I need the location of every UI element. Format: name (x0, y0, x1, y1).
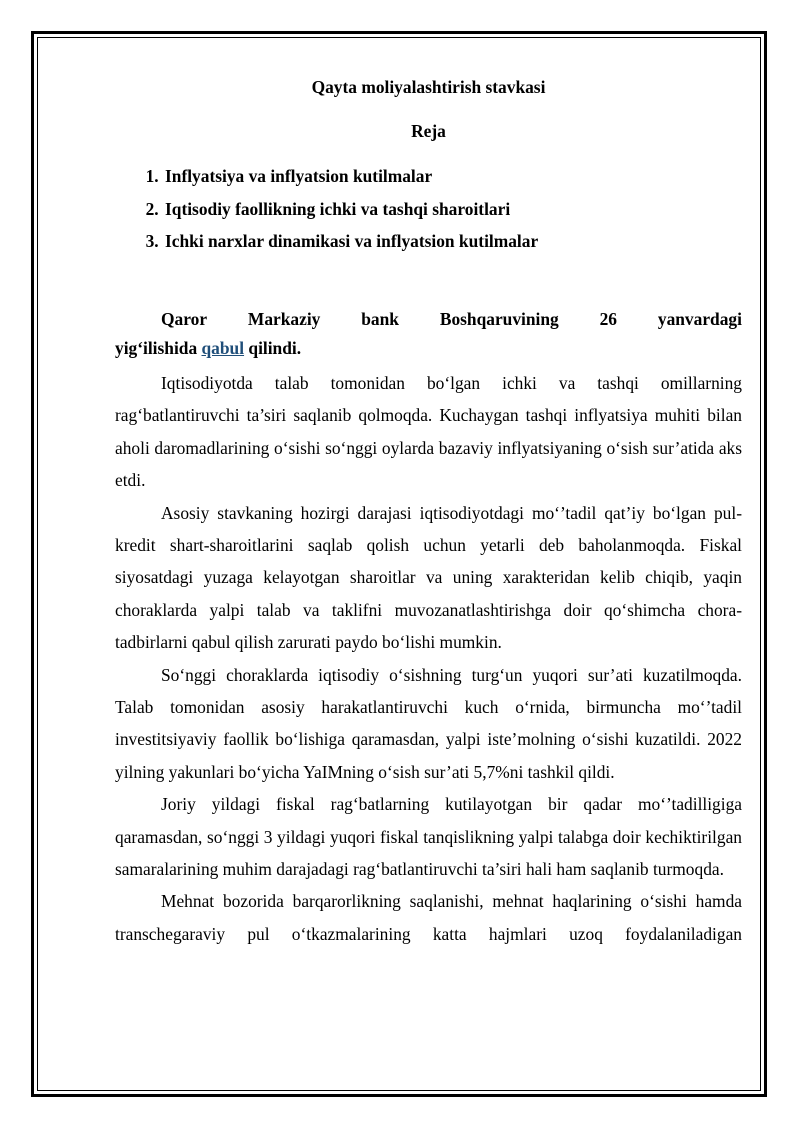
plan-item: 2. Iqtisodiy faollikning ichki va tashqi sharoitlari (163, 193, 742, 226)
body-paragraph-4: Joriy yildagi fiskal rag‘batlarning kutilayotgan bir qadar mo‘’tadilligiga qaramasdan, so‘nggi 3 yildagi yuqori fiskal tanqislikning yalpi talabga doir kechiktirilgan samaralarining muhim darajadagi rag‘batlantiruvchi ta’siri hali ham saqlanib turmoqda. (115, 794, 742, 879)
document-title: Qayta moliyalashtirish stavkasi (311, 77, 546, 97)
lead-word: bank (361, 308, 399, 329)
lead-line-2 (115, 335, 742, 361)
body-paragraph-2: Asosiy stavkaning hozirgi darajasi iqtisodiyotdagi mo‘’tadil qat’iy bo‘lgan pul-kredit shart-sharoitlarini saqlab qolish uchun yetarli deb baholanmoqda. Fiskal siyosatdagi yuzaga kelayotgan sharoitlar va uning xarakteridan kelib chiqib, yaqin choraklarda yalpi talab va taklifni muvozanatlashtirishga doir qo‘shimcha chora-tadbirlarni qabul qilish zarurati paydo bo‘lishi mumkin. (115, 502, 742, 653)
body-paragraph-3: So‘nggi choraklarda iqtisodiy o‘sishning turg‘un yuqori sur’ati kuzatilmoqda. Talab tomonidan asosiy harakatlantiruvchi kuch o‘rnida, birmuncha mo‘’tadil investitsiyaviy faollik bo‘lishiga qaramasdan, yalpi iste’molning o‘sishi kuzatildi. 2022 yilning yakunlari bo‘yicha YaIMning o‘sish sur’ati 5,7%ni tashkil qildi. (115, 664, 742, 782)
plan-item: 1. Inflyatsiya va inflyatsion kutilmalar (163, 160, 742, 193)
body-paragraph-1: Iqtisodiyotda talab tomonidan bo‘lgan ichki va tashqi omillarning rag‘batlantiruvchi ta’siri saqlanib qolmoqda. Kuchaygan tashqi inflyatsiya muhiti bilan aholi daromadlarining o‘sishi so‘nggi oylarda bazaviy inflyatsiyaning o‘sish sur’atida aks etdi. (115, 372, 742, 491)
lead-word: Markaziy (247, 308, 321, 329)
lead-word: 26 (599, 308, 617, 329)
lead-line-1 (115, 303, 742, 335)
lead-word: yanvardagi (657, 308, 742, 329)
lead-suffix: qilindi. (244, 337, 302, 358)
lead-prefix: yig‘ilishida (115, 337, 202, 358)
qabul-link[interactable]: qabul (201, 337, 245, 358)
plan-item: 3. Ichki narxlar dinamikasi va inflyatsion kutilmalar (163, 225, 742, 258)
body-paragraph-5: Mehnat bozorida barqarorlikning saqlanishi, mehnat haqlarining o‘sishi hamda transchegaraviy pul o‘tkazmalarining katta hajmlari uzoq foydalaniladigan (115, 891, 742, 944)
lead-word: Qaror (161, 308, 208, 329)
lead-word: Boshqaruvining (439, 308, 559, 329)
plan-list (115, 160, 742, 258)
lead-paragraph (115, 303, 742, 361)
plan-heading: Reja (411, 121, 446, 141)
document-page (115, 74, 742, 950)
